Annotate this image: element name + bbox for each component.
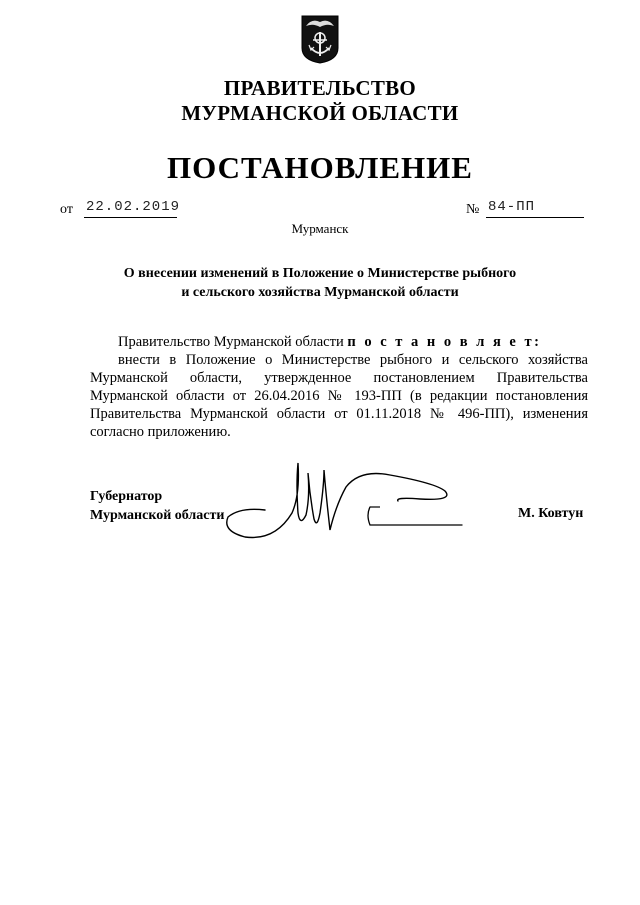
document-subject	[0, 264, 640, 302]
position-line2: Мурманской области	[90, 508, 225, 523]
city-name: Мурманск	[291, 221, 349, 236]
subject-line1: О внесении изменений в Положение о Министерстве рыбного	[123, 266, 517, 281]
date-label: от	[60, 202, 73, 217]
decree-intro	[90, 333, 588, 351]
subject-line2: и сельского хозяйства Мурманской области	[181, 285, 459, 300]
document-type-title: ПОСТАНОВЛЕНИЕ	[167, 150, 473, 185]
intro-text: Правительство Мурманской области	[118, 334, 344, 350]
decree-paragraph: внести в Положение о Министерстве рыбного и сельского хозяйства Мурманской области, утвержденное постановлением Правительства Мурманской области от 26.04.2016 № 193-ПП (в редакции постановления Правительства Мурманской области от 01.11.2018 № 496-ПП), изменения согласно приложению.	[90, 352, 588, 440]
decree-word: п о с т а н о в л я е т:	[347, 334, 542, 350]
government-title-line2: МУРМАНСКОЙ ОБЛАСТИ	[181, 101, 459, 125]
document-date: 22.02.2019	[84, 199, 177, 218]
handwritten-signature	[220, 455, 470, 545]
number-label: №	[466, 202, 480, 217]
signatory-name: М. Ковтун	[518, 506, 584, 521]
coat-of-arms-icon	[300, 14, 340, 64]
government-title-line1: ПРАВИТЕЛЬСТВО	[223, 76, 417, 100]
document-number: 84-ПП	[486, 199, 584, 218]
position-line1: Губернатор	[90, 489, 163, 504]
signatory-position	[90, 487, 224, 525]
